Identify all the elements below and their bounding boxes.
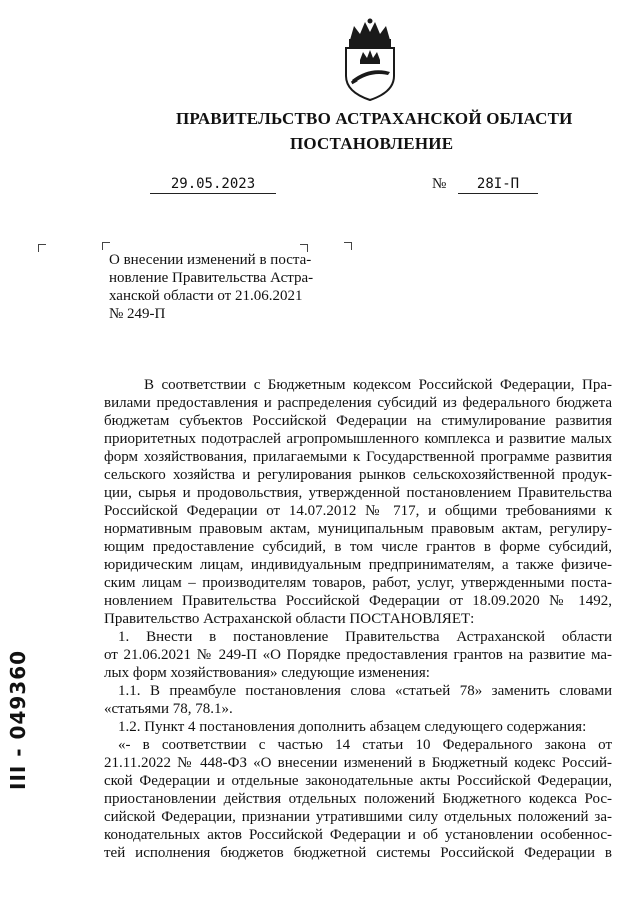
organization-title: ПРАВИТЕЛЬСТВО АСТРАХАНСКОЙ ОБЛАСТИ — [176, 109, 573, 128]
document-type-title: ПОСТАНОВЛЕНИЕ — [290, 134, 454, 153]
document-number: 28I-П — [458, 176, 538, 194]
subject-line: № 249-П — [109, 306, 166, 322]
corner-mark-left-inner — [102, 242, 110, 250]
body-line: 1.2. Пункт 4 постановления дополнить абзацем следующего содержания: — [118, 719, 587, 735]
body-line: ской Федерации и отдельные законодательные акты Российской Федерации, — [104, 773, 612, 789]
body-line: от 21.06.2021 № 249-П «О Порядке предоставления грантов на развитие ма- — [104, 647, 612, 663]
coat-of-arms-icon — [336, 18, 404, 102]
body-line: 21.11.2022 № 448-ФЗ «О внесении изменений в Бюджетный кодекс Россий- — [104, 755, 612, 771]
body-line: В соответствии с Бюджетным кодексом Российской Федерации, Пра- — [144, 377, 612, 393]
subject-line: ханской области от 21.06.2021 — [109, 288, 303, 304]
body-line: приостановлении действия отдельных положений Бюджетного кодекса Рос- — [104, 791, 612, 807]
subject-block — [109, 251, 331, 323]
body-line: ским лицам – производителям товаров, работ, услуг, утвержденными поста- — [104, 575, 612, 591]
body-line: форм хозяйствования, прилагаемыми к Государственной программе развития — [104, 449, 612, 465]
subject-line: О внесении изменений в поста- — [109, 252, 312, 268]
corner-mark-left-outer — [38, 244, 46, 252]
corner-mark-right-outer — [344, 242, 352, 250]
number-label: № — [432, 176, 447, 192]
body-line: лых форм хозяйствования» следующие изменения: — [104, 665, 430, 681]
body-line: приоритетных подотраслей агропромышленного комплекса и развитие малых — [104, 431, 612, 447]
body-line: ции, сырья и продовольствия, утвержденной постановлением Правительства — [104, 485, 612, 501]
body-line: новлением Правительства Российской Федерации от 18.09.2020 № 1492, — [104, 593, 612, 609]
body-line: вилами предоставления и распределения субсидий из федерального бюджета — [104, 395, 612, 411]
body-line: конодательных актов Российской Федерации и об установлении особеннос- — [104, 827, 612, 843]
body-line: 1.1. В преамбуле постановления слова «статьей 78» заменить словами — [118, 683, 612, 699]
body-line: сийской Федерации, признании утратившими силу отдельных положений за- — [104, 809, 612, 825]
body-line: тей исполнения бюджетов бюджетной системы Российской Федерации в — [104, 845, 612, 861]
body-line: «статьями 78, 78.1». — [104, 701, 233, 717]
body-line: Российской Федерации от 14.07.2012 № 717, и общими требованиями к — [104, 503, 612, 519]
body-line: нормативным правовым актам, муниципальным правовым актам, регулиру- — [104, 521, 612, 537]
side-serial-stamp: III - 049360 — [6, 649, 30, 790]
body-line: «- в соответствии с частью 14 статьи 10 Федерального закона от — [118, 737, 612, 753]
body-line: 1. Внести в постановление Правительства Астраханской области — [118, 629, 612, 645]
document-date: 29.05.2023 — [150, 176, 276, 194]
body-line: ющим предоставление субсидий, в том числе грантов в форме субсидий, — [104, 539, 612, 555]
body-line: бюджетам субъектов Российской Федерации на стимулирование развития — [104, 413, 612, 429]
body-line: Правительство Астраханской области ПОСТАНОВЛЯЕТ: — [104, 611, 475, 627]
body-line: юридическим лицам, индивидуальным предпринимателям, а также физиче- — [104, 557, 612, 573]
document-body — [104, 376, 612, 862]
body-line: сельского хозяйства и регулирования рынков сельскохозяйственной продук- — [104, 467, 612, 483]
subject-line: новление Правительства Астра- — [109, 270, 314, 286]
